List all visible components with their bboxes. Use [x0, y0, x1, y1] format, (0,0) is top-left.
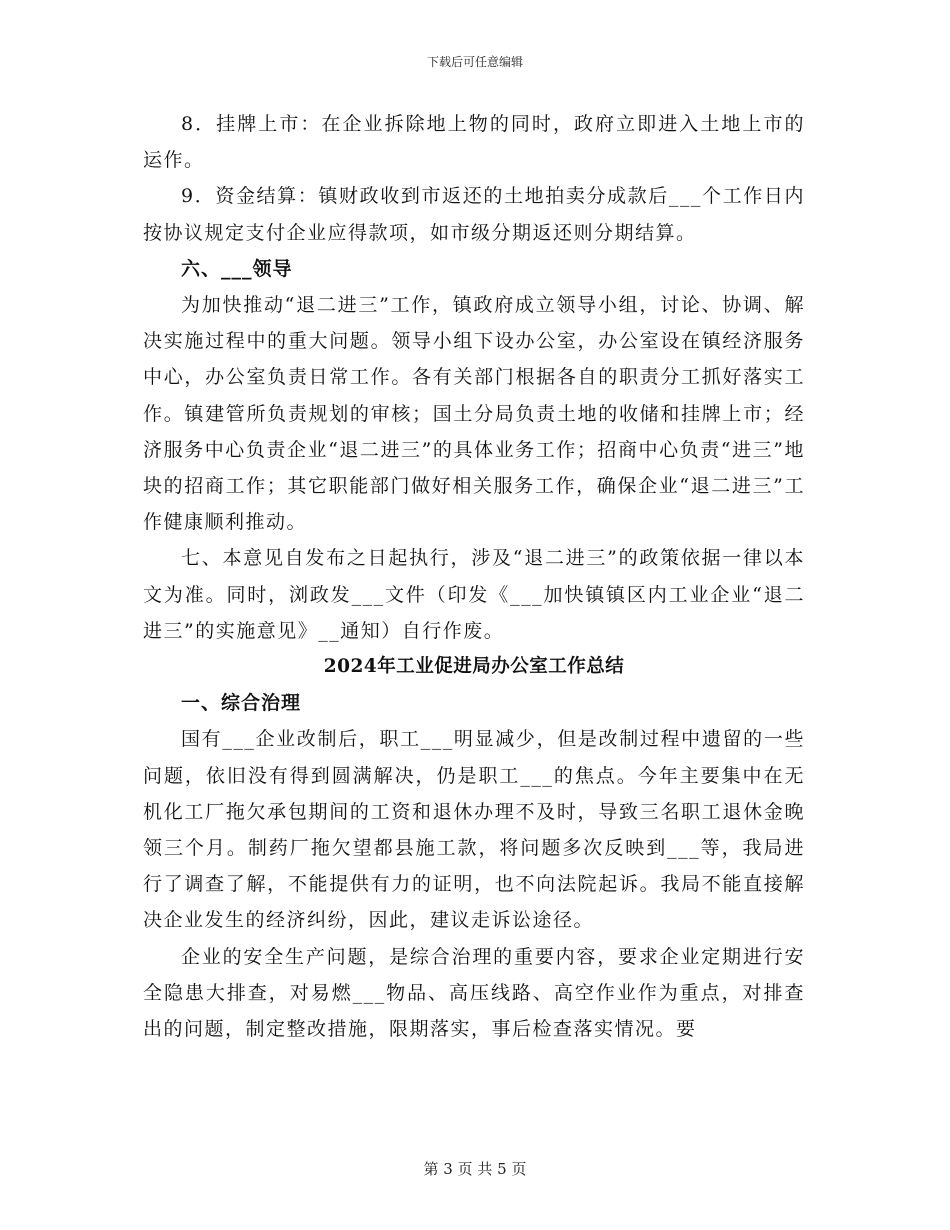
paragraph-listing-item-9: 9．资金结算：镇财政收到市返还的土地拍卖分成款后___个工作日内按协议规定支付企业应得款项，如市级分期返还则分期结算。 — [143, 185, 805, 244]
paragraph-leadership-group: 为加快推动“退二进三”工作，镇政府成立领导小组，讨论、协调、解决实施过程中的重大问题。领导小组下设办公室，办公室设在镇经济服务中心，办公室负责日常工作。各有关部门根据各自的职责分工抓好落实工作。镇建管所负责规划的审核；国土分局负责土地的收储和挂牌上市；经济服务中心负责企业“退二进三”的具体业务工作；招商中心负责“进三”地块的招商工作；其它职能部门做好相关服务工作，确保企业“退二进三”工作健康顺利推动。 — [143, 294, 805, 534]
document-title: 2024年工业促进局办公室工作总结 — [323, 656, 625, 678]
paragraph-safety-production: 企业的安全生产问题，是综合治理的重要内容，要求企业定期进行安全隐患大排查，对易燃___物品、高压线路、高空作业作为重点，对排查出的问题，制定整改措施，限期落实，事后检查落实情况。要 — [143, 945, 805, 1041]
section-heading-comprehensive-governance: 一、综合治理 — [181, 692, 302, 715]
paragraph-listing-item-8: 8．挂牌上市：在企业拆除地上物的同时，政府立即进入土地上市的运作。 — [143, 113, 805, 172]
document-body — [143, 106, 805, 1047]
page-number-footer: 第 3 页 共 5 页 — [423, 1160, 527, 1178]
section-heading-leadership: 六、___领导 — [181, 257, 293, 280]
paragraph-enterprise-reform: 国有___企业改制后，职工___明显减少，但是改制过程中遗留的一些问题，依旧没有得到圆满解决，仍是职工___的焦点。今年主要集中在无机化工厂拖欠承包期间的工资和退休办理不及时，导致三名职工退休金晚领三个月。制药厂拖欠望都县施工款，将问题多次反映到___等，我局进行了调查了解，不能提供有力的证明，也不向法院起诉。我局不能直接解决企业发生的经济纠纷，因此，建议走诉讼途径。 — [143, 728, 805, 932]
paragraph-effective-date: 七、本意见自发布之日起执行，涉及“退二进三”的政策依据一律以本文为准。同时，浏政发___文件（印发《___加快镇镇区内工业企业“退二进三”的实施意见》__通知）自行作废。 — [143, 547, 805, 642]
page-header: 下载后可任意编辑 — [426, 55, 523, 69]
